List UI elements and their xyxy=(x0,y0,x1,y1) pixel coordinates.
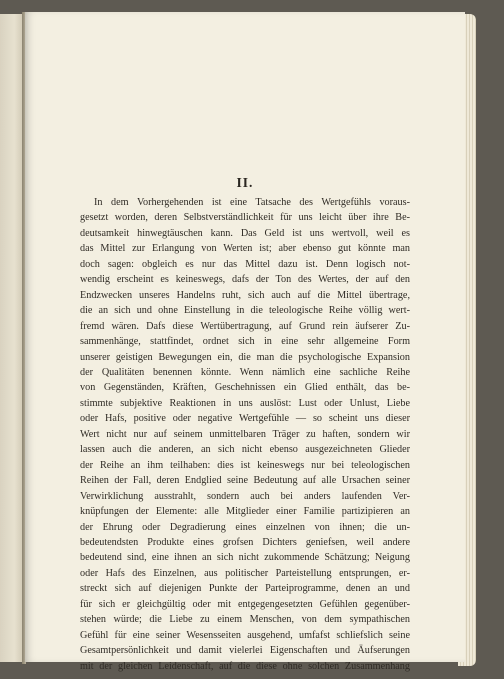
text-line: Reihen der Fall, deren Endglied seine Bedeutung auf alle Ursachen seiner xyxy=(80,475,410,487)
text-line: das Mittel zur Erlangung von Werten ist; aber ebenso gut könnte man xyxy=(80,243,410,255)
text-line: oder Hafs des Einzelnen, aus politischer Parteistellung entsprungen, er- xyxy=(80,567,410,579)
text-line: deutsamkeit hinwegtäuschen kann. Das Geld ist uns wertvoll, weil es xyxy=(80,227,410,239)
text-line: der Reihe an ihm teilhaben: dies ist keineswegs nur bei teleologischen xyxy=(80,459,410,471)
text-line: doch sagen: obgleich es nur das Mittel dazu ist. Denn logisch not- xyxy=(80,258,410,270)
text-line: der Ehrung oder Degradierung eines einzelnen von ihnen; die un- xyxy=(80,521,410,533)
text-line: oder Hafs, positive oder negative Wertgefühle — so scheint uns dieser xyxy=(80,413,410,425)
left-page-edge xyxy=(0,14,24,662)
text-line: stimmte subjektive Reaktionen in uns auslöst: Lust oder Unlust, Liebe xyxy=(80,397,410,409)
text-line: Endzwecken unseres Handelns ruht, sich auch auf die Mittel übertrage, xyxy=(80,289,410,301)
text-line: lassen auch die anderen, an sich nicht ebenso ausgezeichneten Glieder xyxy=(80,444,410,456)
text-line: unserer geistigen Bewegungen ein, die man die psychologische Expansion xyxy=(80,351,410,363)
text-line: knüpfungen der Elemente: alle Mitglieder einer Familie partizipieren an xyxy=(80,506,410,518)
text-line: der Qualitäten benennen könnte. Wenn nämlich eine sachliche Reihe xyxy=(80,366,410,378)
text-line: von Gegenständen, Kräften, Geschehnissen ein Glied enthält, das be- xyxy=(80,382,410,394)
text-line: für sich er gleichgültig oder mit entgegengesetzten Gefühlen gegenüber- xyxy=(80,598,410,610)
text-line: mit der gleichen Leidenschaft, auf die diese ohne solchen Zusammenhang xyxy=(80,660,410,672)
text-line: fremd wären. Dafs diese Wertübertragung, auf Grund rein äufserer Zu- xyxy=(80,320,410,332)
body-text xyxy=(80,195,410,674)
text-line: Gesamtpersönlichkeit und damit vielerlei Eigenschaften und Äufserungen xyxy=(80,645,410,657)
text-line: streckt sich auf diejenigen Punkte der Parteiprogramme, denen an und xyxy=(80,583,410,595)
text-line: wendig erscheint es keineswegs, dafs der Ton des Wertes, der auf den xyxy=(80,274,410,286)
text-line: stehen würde; die Liebe zu einem Menschen, von dem sympathischen xyxy=(80,614,410,626)
text-line: gesetzt worden, deren Selbstverständlichkeit für uns leicht über ihre Be- xyxy=(80,212,410,224)
text-line: Verwirklichung ausstrahlt, sondern auch bei anders laufenden Ver- xyxy=(80,490,410,502)
text-line: In dem Vorhergehenden ist eine Tatsache des Wertgefühls voraus- xyxy=(94,197,410,208)
section-heading: II. xyxy=(236,175,254,190)
text-line: bedeutendsten Produkte eines grofsen Dichters geniefsen, weil andere xyxy=(80,536,410,548)
book-page xyxy=(25,12,465,672)
text-line: die an sich und ohne Einstellung in die teleologische Reihe völlig wert- xyxy=(80,305,410,317)
text-line: sammenhänge, stattfindet, ordnet sich in eine sehr allgemeine Form xyxy=(80,336,410,348)
text-line: bedeutend sind, eine ihnen an sich nicht zukommende Schätzung; Neigung xyxy=(80,552,410,564)
text-line: Gefühl für eine seiner Wesensseiten ausgehend, umfafst schliefslich seine xyxy=(80,629,410,641)
text-line: Wert nicht nur auf seinem unmittelbaren Träger zu haften, sondern wir xyxy=(80,428,410,440)
